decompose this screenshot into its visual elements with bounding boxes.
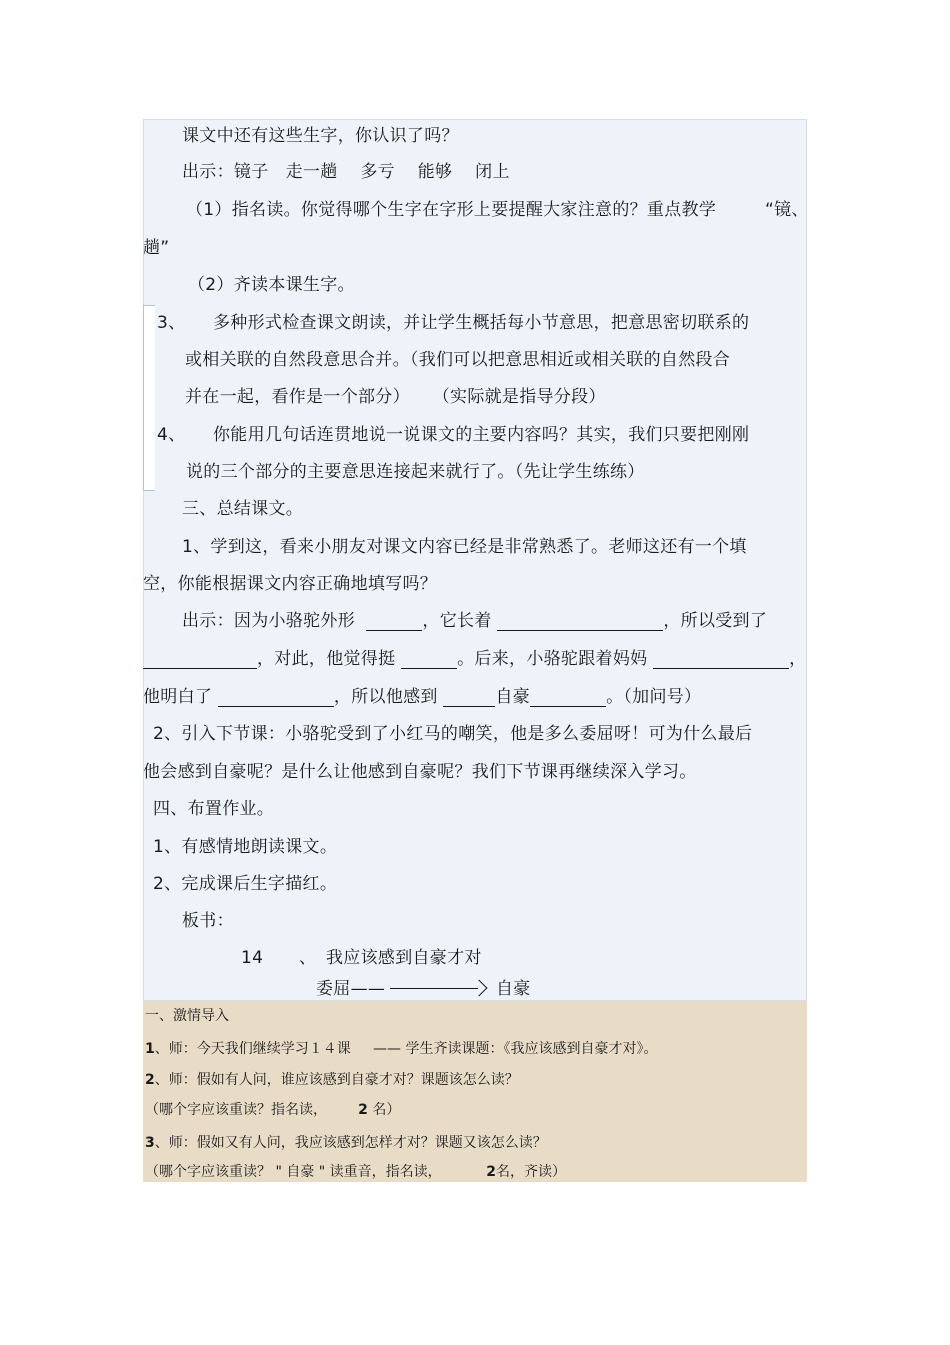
text-line: （1）指名读。你觉得哪个生字在字形上要提醒大家注意的？重点教学 (186, 200, 717, 220)
arrow-line (390, 988, 478, 989)
text-line: 1、学到这，看来小朋友对课文内容已经是非常熟悉了。老师这还有一个填 (182, 537, 747, 557)
text-line: 1、有感情地朗读课文。 (153, 837, 338, 857)
text-line: 2、师：假如有人问，谁应该感到自豪才对？课题该怎么读？ (145, 1072, 519, 1088)
text-line: 说的三个部分的主要意思连接起来就行了。（先让学生练练） (186, 462, 645, 482)
text-line: 出示：镜子 走一趟 多亏 能够 闭上 (182, 162, 510, 182)
item-number: 4、 (157, 425, 186, 445)
left-margin-bracket (143, 305, 155, 491)
fill-blank-line: 出示：因为小骆驼外形 ，它长着 ，所以受到了 (182, 611, 768, 631)
text-line: 课文中还有这些生字，你认识了吗？ (182, 126, 459, 146)
text-line: 空，你能根据课文内容正确地填写吗？ (143, 574, 438, 594)
text-line: （2）齐读本课生字。 (188, 275, 355, 295)
board-number: 14 (241, 948, 264, 968)
text-line: “镜、 (765, 200, 809, 220)
text-line: 并在一起，看作是一个部分） （实际就是指导分段） (185, 387, 606, 407)
text-line: 3、师：假如又有人问，我应该感到怎样才对？课题又该怎么读？ (145, 1135, 547, 1151)
text-line: （哪个字应该重读？指名读， 2 名） (145, 1102, 401, 1118)
text-line: 2、完成课后生字描红。 (153, 874, 338, 894)
text-line: 你能用几句话连贯地说一说课文的主要内容吗？其实，我们只要把刚刚 (213, 425, 750, 445)
text-line: 2、引入下节课：小骆驼受到了小红马的嘲笑，他是多么委屈呀！可为什么最后 (153, 724, 753, 744)
board-right-word: 自豪 (496, 979, 531, 999)
text-line: （哪个字应该重读？ " 自豪 " 读重音，指名读， 2名，齐读） (145, 1164, 566, 1180)
board-title: 我应该感到自豪才对 (326, 948, 482, 968)
item-number: 3、 (157, 313, 186, 333)
section-heading: 一、激情导入 (145, 1008, 229, 1024)
section-heading: 四、布置作业。 (153, 799, 275, 819)
lesson-plan-upper-panel (143, 119, 807, 1001)
board-separator: 、 (299, 948, 317, 968)
text-line: 多种形式检查课文朗读，并让学生概括每小节意思，把意思密切联系的 (213, 313, 750, 333)
lesson-plan-lower-panel (143, 1001, 807, 1182)
text-line: 或相关联的自然段意思合并。（我们可以把意思相近或相关联的自然段合 (185, 350, 731, 370)
fill-blank-line: ，对此，他觉得挺 。后来，小骆驼跟着妈妈 ， (143, 649, 806, 669)
text-line: 板书： (182, 911, 234, 931)
text-line: 他会感到自豪呢？是什么让他感到自豪呢？我们下节课再继续深入学习。 (143, 762, 697, 782)
text-line: 趟” (143, 238, 170, 258)
section-heading: 三、总结课文。 (182, 499, 304, 519)
fill-blank-line: 他明白了 ，所以他感到 自豪 。（加问号） (143, 687, 702, 707)
text-line: 1、师：今天我们继续学习１４课 —— 学生齐读课题：《我应该感到自豪才对》。 (145, 1041, 658, 1057)
board-left-word: 委屈—— (316, 979, 386, 999)
